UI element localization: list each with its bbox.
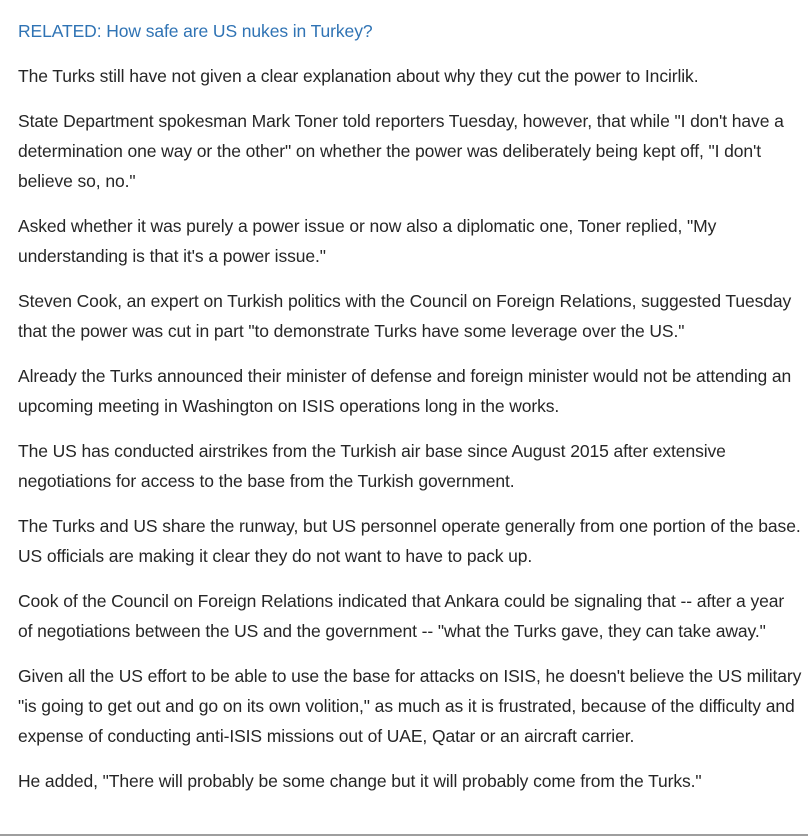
article-paragraph: Steven Cook, an expert on Turkish politics with the Council on Foreign Relations, suggested Tuesday that the power was cut in part "to demonstrate Turks have some leverage over the US."	[18, 291, 792, 341]
article-body	[18, 16, 802, 811]
article-paragraph: The Turks and US share the runway, but US personnel operate generally from one portion of the base. US officials are making it clear they do not want to have to pack up.	[18, 516, 801, 566]
article-paragraph: He added, "There will probably be some change but it will probably come from the Turks."	[18, 771, 702, 791]
article-paragraph: The US has conducted airstrikes from the Turkish air base since August 2015 after extensive negotiations for access to the base from the Turkish government.	[18, 441, 726, 491]
related-story-link[interactable]: RELATED: How safe are US nukes in Turkey?	[18, 21, 373, 41]
article-paragraph: Already the Turks announced their minister of defense and foreign minister would not be attending an upcoming meeting in Washington on ISIS operations long in the works.	[18, 366, 792, 416]
article-paragraph: The Turks still have not given a clear explanation about why they cut the power to Incirlik.	[18, 66, 699, 86]
article-paragraph: Given all the US effort to be able to use the base for attacks on ISIS, he doesn't believe the US military "is going to get out and go on its own volition," as much as it is frustrated, because of the difficulty and expense of conducting anti-ISIS missions out of UAE, Qatar or an aircraft carrier.	[18, 666, 802, 746]
article-paragraph: Cook of the Council on Foreign Relations indicated that Ankara could be signaling that -- after a year of negotiations between the US and the government -- "what the Turks gave, they can take away."	[18, 591, 785, 641]
article-paragraph: State Department spokesman Mark Toner told reporters Tuesday, however, that while "I don't have a determination one way or the other" on whether the power was deliberately being kept off, "I don't believe so, no."	[18, 111, 784, 191]
bottom-divider	[0, 834, 808, 836]
article-paragraph: Asked whether it was purely a power issue or now also a diplomatic one, Toner replied, "My understanding is that it's a power issue."	[18, 216, 717, 266]
